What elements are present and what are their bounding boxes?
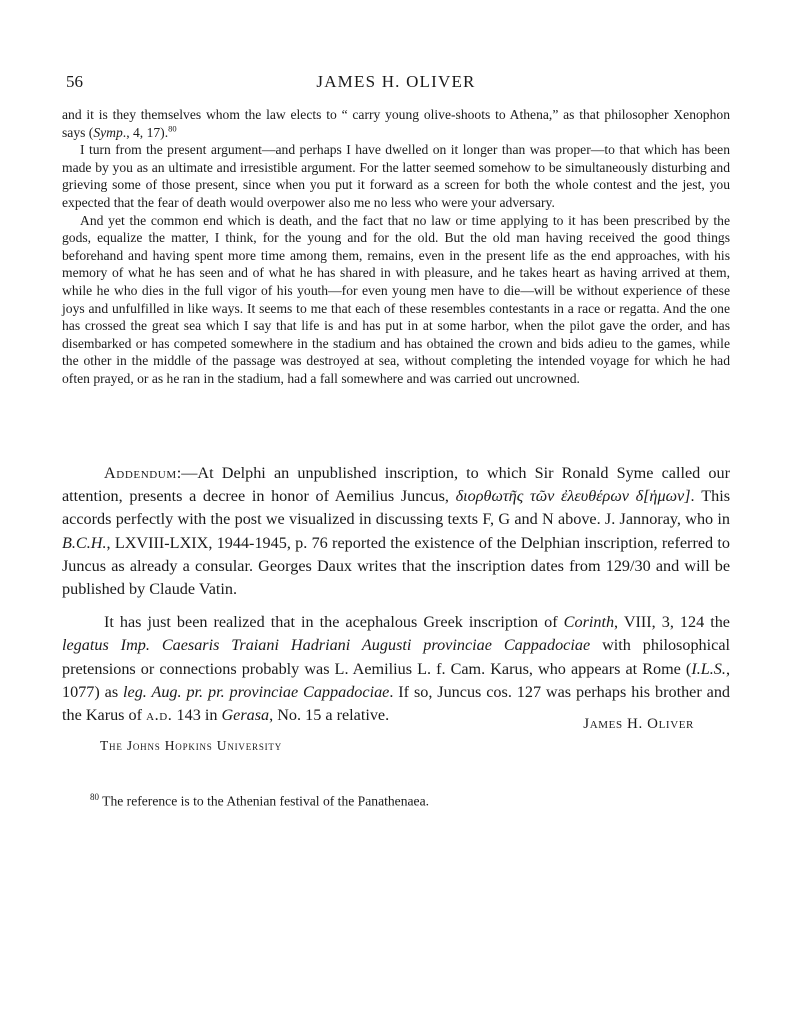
paragraph-3: And yet the common end which is death, and the fact that no law or time applying to it has been prescribed by the gods, equalize the matter, I think, for the young and for the old. But the old man having received the good things beforehand and having spent more time among them, remains, even in the present life as the end approaches, with his memory of what he has seen and of what he has shared in with pleasure, and he takes heart as having arrived at them, while he who dies in the full vigor of his youth—for even young men have to die—will be without experience of these joys and unfulfilled in like ways. It seems to me that each of these resembles contestants in a race or regatta. And the one has crossed the great sea which I say that life is and has put in at some harbor, when the pilot gave the order, and has disembarked or has competed somewhere in the stadium and has obtained the crown and bids adieu to the games, while the other in the middle of the passage was destroyed at sea, without completing the intended voyage for which he had often prayed, or as he ran in the stadium, had a fall somewhere and was carried out uncrowned. [62, 212, 730, 386]
leg-title: leg. Aug. pr. pr. provinciae Cappadociae [123, 682, 390, 701]
footnote-ref: 80 [168, 123, 177, 134]
citation-gerasa: Gerasa [221, 706, 270, 725]
addendum-paragraph-2: It has just been realized that in the acephalous Greek inscription of Corinth, VIII, 3, 124 the legatus Imp. Caesaris Traiani Hadriani Augusti provinciae Cappadociae with philosophical pretensions or connections probably was L. Aemilius L. f. Cam. Karus, who appears at Rome (I.L.S., 1077) as leg. Aug. pr. pr. provinciae Cappadociae. If so, Juncus cos. 127 was perhaps his brother and the Karus of a.d. 143 in Gerasa, No. 15 a relative. [62, 613, 731, 725]
footnote: $^{80}$ The reference is to the Athenian festival of the Panathenaea. [90, 792, 430, 809]
era-ad: a.d. [146, 706, 173, 725]
greek-title: διορθωτῆς τῶν ἐλευθέρων δ[ἡμων] [455, 487, 691, 506]
addendum-label: Addendum [104, 464, 177, 482]
addendum-paragraph-1: Addendum:—At Delphi an unpublished inscription, to which Sir Ronald Syme called our attention, presents a decree in honor of Aemilius Juncus, διορθωτῆς τῶν ἐλευθέρων δ[ἡμων]. This accords perfectly with the post we visualized in discussing texts F, G and N above. J. Jannoray, who in B.C.H., LXVIII-LXIX, 1944-1945, p. 76 reported the existence of the Delphian inscription, referred to Juncus as already a consular. Georges Daux writes that the inscription dates from 129/30 and will be published by Claude Vatin. [62, 464, 730, 599]
citation-ils: I.L.S. [691, 659, 726, 678]
citation-symp: Symp [93, 124, 123, 140]
running-title: JAMES H. OLIVER [316, 72, 476, 91]
citation-bch: B.C.H. [62, 533, 107, 552]
addendum-section [62, 462, 730, 737]
footnote-mark: 80 [90, 792, 99, 802]
page-header [62, 72, 730, 96]
author-signature: James H. Oliver [583, 716, 694, 732]
citation-corinth: Corinth [563, 613, 615, 632]
author-affiliation: The Johns Hopkins University [100, 738, 283, 753]
legatus-title: legatus Imp. Caesaris Traiani Hadriani Augusti provinciae Cappadociae [62, 636, 591, 655]
translation-text [62, 106, 730, 388]
paragraph-2: I turn from the present argument—and perhaps I have dwelled on it longer than was proper—to that which has been made by you as an ultimate and irresistible argument. For the latter seemed somehow to be simultaneously disturbing and grieving some of those present, since when you put it forward as a screen for both the whole contest and the jest, you expected that the fear of death would overpower also me no less who were your adversary. [62, 142, 730, 210]
page-number: 56 [66, 72, 83, 91]
paragraph-1: and it is they themselves whom the law elects to “ carry young olive-shoots to Athena,” as that philosopher Xenophon says (Symp., 4, 17).$^{80}$ [62, 107, 730, 140]
